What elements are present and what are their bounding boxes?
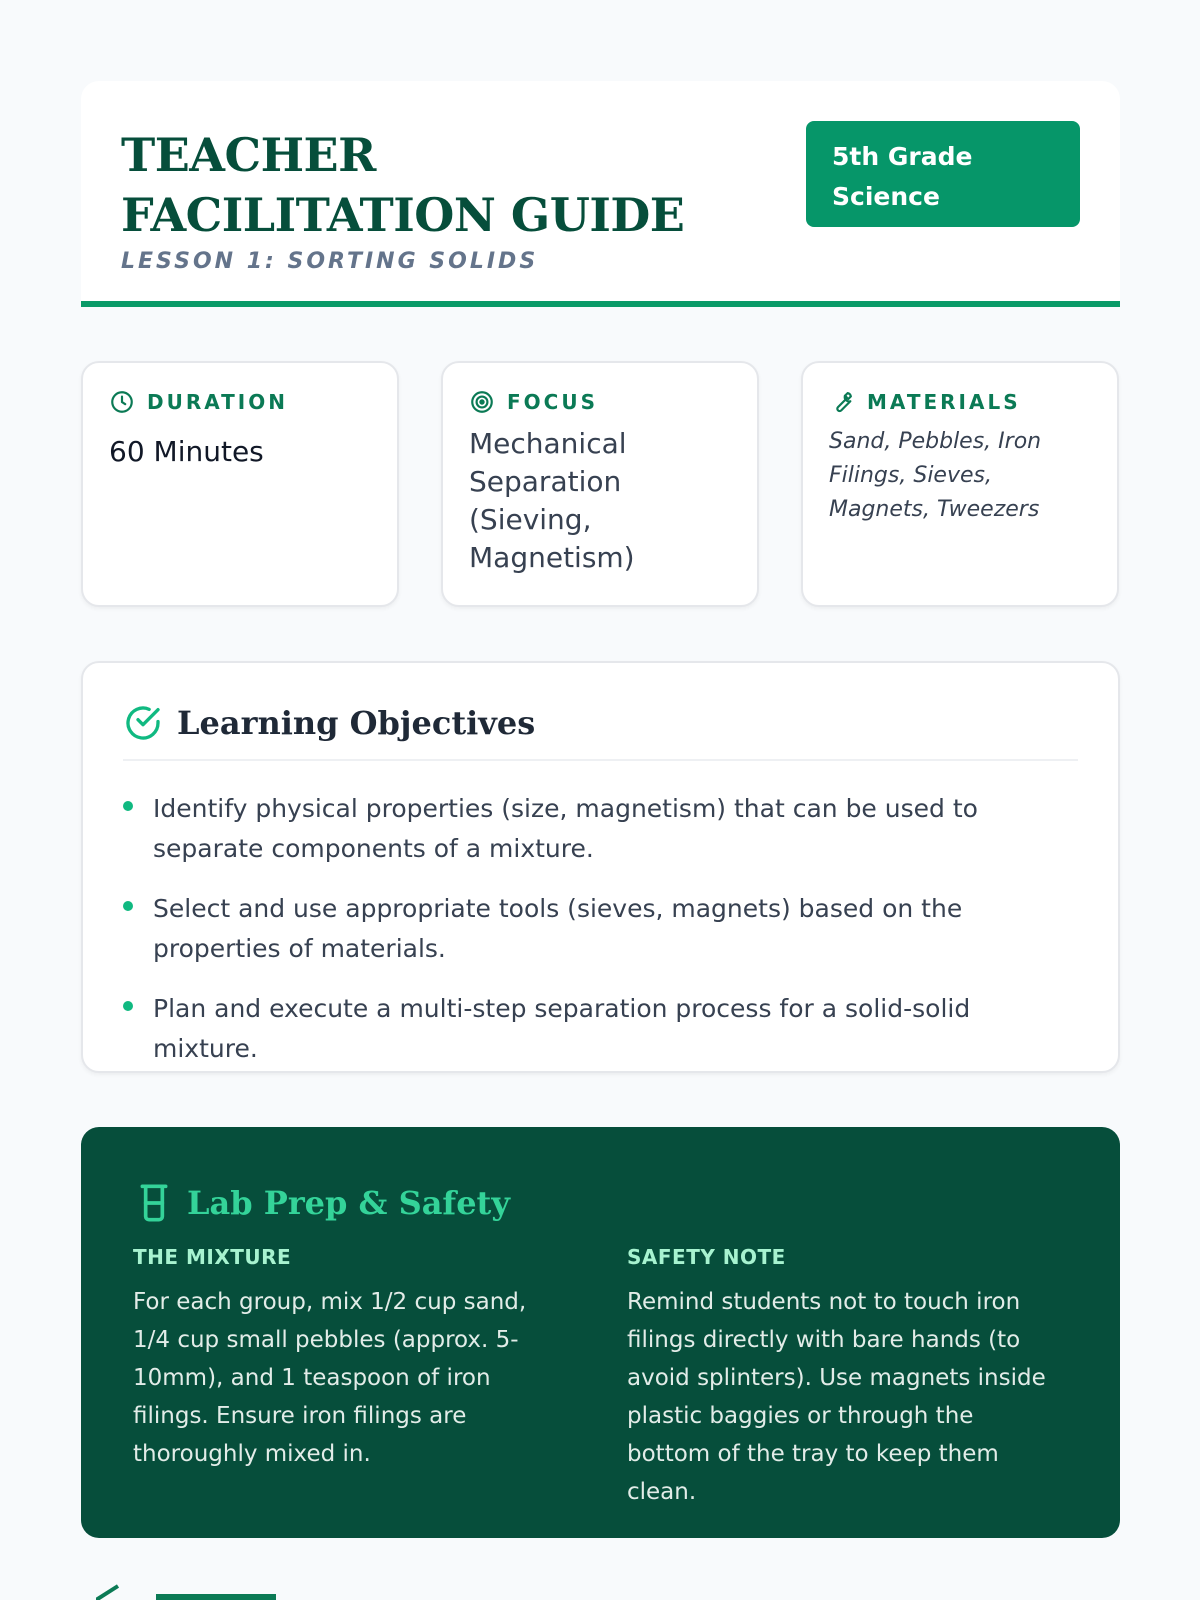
safety-text: Remind students not to touch iron filings directly with bare hands (to avoid splinters). Use magnets inside plastic baggies or through the bottom of the tray to keep them clean. [627, 1289, 1046, 1505]
objectives-header [123, 703, 1078, 761]
wrench-icon [829, 389, 855, 415]
lab-prep-section [81, 1127, 1120, 1538]
focus-card-header [469, 389, 731, 415]
focus-label: FOCUS [507, 390, 598, 414]
focus-card [441, 361, 759, 607]
mixture-column [133, 1245, 557, 1511]
duration-card-header [109, 389, 371, 415]
list-item [123, 989, 1078, 1069]
materials-label: MATERIALS [867, 390, 1021, 414]
guide-page [81, 81, 1120, 1538]
mixture-label: THE MIXTURE [133, 1245, 292, 1269]
duration-value: 60 Minutes [109, 435, 264, 468]
list-item [123, 889, 1078, 969]
objective-text: Select and use appropriate tools (sieves, magnets) based on the properties of materials. [153, 894, 963, 963]
lab-prep-columns [133, 1245, 1068, 1511]
objective-text: Plan and execute a multi-step separation process for a solid-solid mixture. [153, 994, 971, 1063]
bullet-icon [123, 1001, 133, 1011]
materials-value: Sand, Pebbles, Iron Filings, Sieves, Magnets, Tweezers [829, 429, 1042, 522]
target-icon [469, 389, 495, 415]
objectives-title: Learning Objectives [177, 704, 536, 742]
clock-icon [109, 389, 135, 415]
list-item [123, 789, 1078, 869]
learning-objectives-section [81, 661, 1120, 1073]
lesson-subtitle: LESSON 1: SORTING SOLIDS [121, 249, 539, 274]
safety-label: SAFETY NOTE [627, 1245, 786, 1269]
guide-header [81, 81, 1120, 307]
materials-card-header [829, 389, 1091, 415]
mixture-text: For each group, mix 1/2 cup sand, 1/4 cup small pebbles (approx. 5-10mm), and 1 teaspoon of iron filings. Ensure iron filings are thoroughly mixed in. [133, 1289, 527, 1467]
lab-prep-title: Lab Prep & Safety [187, 1184, 510, 1222]
objectives-list [123, 789, 1078, 1069]
beaker-icon [137, 1183, 171, 1223]
page-title: TEACHER FACILITATION GUIDE [121, 128, 685, 242]
info-cards [81, 361, 1120, 607]
lab-prep-header [137, 1183, 1068, 1223]
objective-text: Identify physical properties (size, magnetism) that can be used to separate components of a mixture. [153, 794, 978, 863]
bullet-icon [123, 901, 133, 911]
safety-column [627, 1245, 1051, 1511]
focus-value: Mechanical Separation (Sieving, Magnetism) [469, 427, 635, 574]
bullet-icon [123, 801, 133, 811]
materials-card [801, 361, 1119, 607]
next-section-peek [96, 1584, 296, 1600]
duration-label: DURATION [147, 390, 288, 414]
grade-badge: 5th Grade Science [806, 121, 1080, 227]
duration-card [81, 361, 399, 607]
check-circle-icon [123, 703, 163, 743]
